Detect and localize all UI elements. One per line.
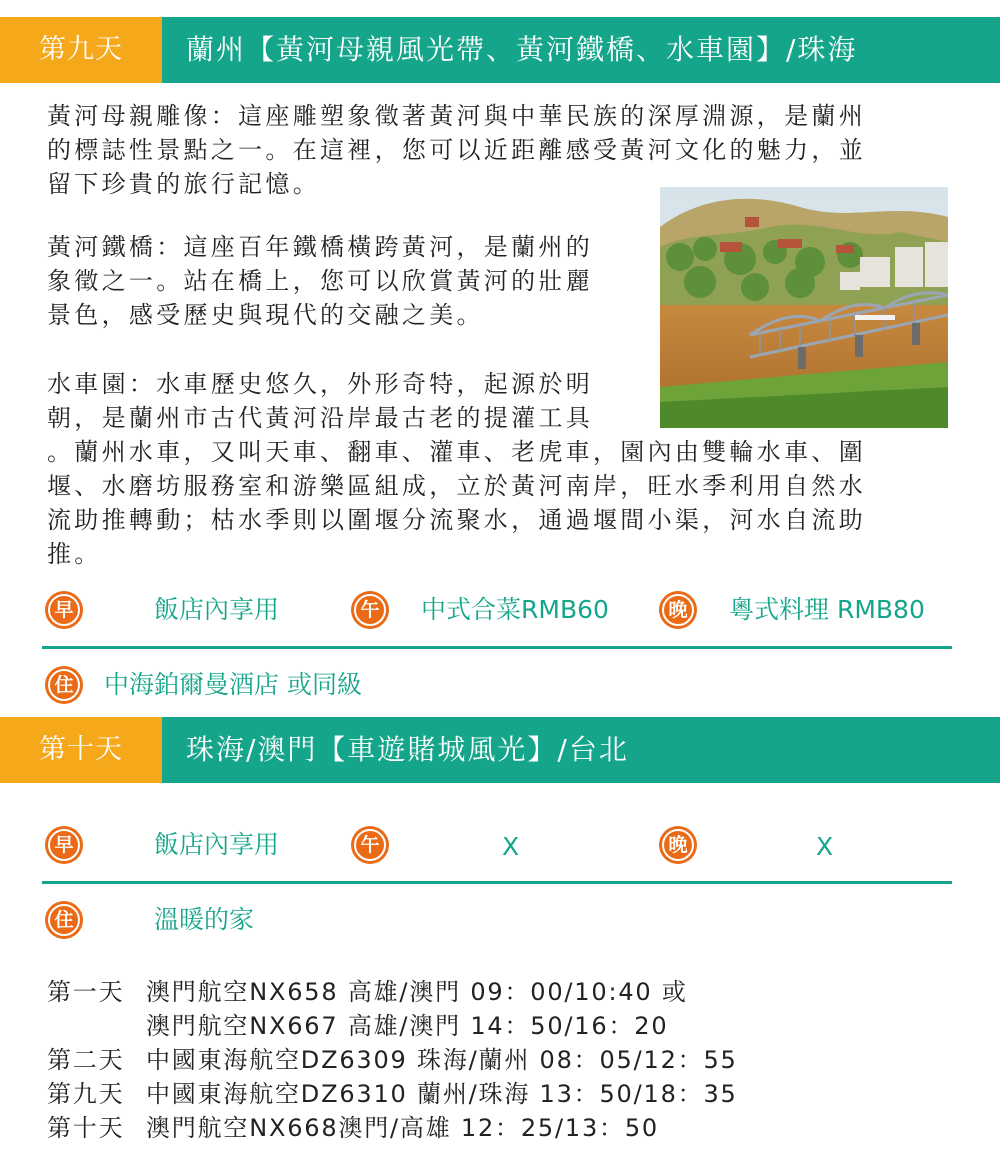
dinner-icon: 晚 (659, 826, 697, 864)
hotel-icon: 住 (45, 901, 83, 939)
para-line: 黃河鐵橋：這座百年鐵橋橫跨黃河，是蘭州的 (47, 233, 593, 261)
para-line: 的標誌性景點之一。在這裡，您可以近距離感受黃河文化的魅力，並 (47, 136, 866, 164)
breakfast-icon: 早 (45, 591, 83, 629)
breakfast-icon: 早 (45, 826, 83, 864)
day10-tag: 第十天 (0, 717, 162, 783)
mother-statue-paragraph (47, 99, 866, 201)
flight-day-label: 第二天 (47, 1046, 125, 1074)
para-line: 象徵之一。站在橋上，您可以欣賞黃河的壯麗 (47, 267, 593, 295)
day10-hotel: 溫暖的家 (154, 905, 255, 934)
flight-info: 澳門航空NX668澳門/高雄 12：25/13：50 (146, 1114, 659, 1142)
divider (42, 881, 952, 884)
day10-breakfast: 飯店內享用 (154, 830, 280, 859)
day10-header (0, 717, 1000, 783)
day10-lunch: X (502, 832, 520, 861)
para-line: 留下珍貴的旅行記憶。 (47, 170, 320, 198)
iron-bridge-paragraph (47, 230, 593, 332)
lunch-icon: 午 (351, 826, 389, 864)
day9-breakfast: 飯店內享用 (154, 595, 280, 624)
flight-info: 中國東海航空DZ6309 珠海/蘭州 08：05/12：55 (146, 1046, 738, 1074)
para-line: 水車園：水車歷史悠久，外形奇特，起源於明 (47, 370, 593, 398)
flight-info: 澳門航空NX658 高雄/澳門 09：00/10:40 或 (146, 978, 688, 1006)
para-line: 景色，感受歷史與現代的交融之美。 (47, 301, 484, 329)
day9-tag: 第九天 (0, 17, 162, 83)
hotel-icon: 住 (45, 666, 83, 704)
day9-header (0, 17, 1000, 83)
para-line: 朝，是蘭州市古代黃河沿岸最古老的提灌工具 (47, 404, 593, 432)
water-wheel-paragraph (47, 367, 866, 571)
para-line: 黃河母親雕像：這座雕塑象徵著黃河與中華民族的深厚淵源，是蘭州 (47, 102, 866, 130)
day9-lunch: 中式合菜RMB60 (421, 595, 609, 624)
flight-day-label: 第十天 (47, 1114, 125, 1142)
divider (42, 646, 952, 649)
day10-title: 珠海/澳門【車遊賭城風光】/台北 (186, 733, 629, 766)
dinner-icon: 晚 (659, 591, 697, 629)
flight-day-label: 第九天 (47, 1080, 125, 1108)
para-line: 。蘭州水車，又叫天車、翻車、灌車、老虎車，園內由雙輪水車、圍 (47, 438, 866, 466)
para-line: 堰、水磨坊服務室和游樂區組成，立於黃河南岸，旺水季利用自然水 (47, 472, 866, 500)
lunch-icon: 午 (351, 591, 389, 629)
para-line: 流助推轉動；枯水季則以圍堰分流聚水，通過堰間小渠，河水自流助 (47, 506, 866, 534)
day9-dinner: 粵式料理 RMB80 (729, 595, 925, 624)
para-line: 推。 (47, 540, 102, 568)
flight-info: 澳門航空NX667 高雄/澳門 14：50/16：20 (146, 1012, 669, 1040)
day9-title: 蘭州【黃河母親風光帶、黃河鐵橋、水車園】/珠海 (186, 33, 858, 66)
day9-hotel: 中海鉑爾曼酒店 或同級 (104, 670, 362, 699)
flight-day-label: 第一天 (47, 978, 125, 1006)
flight-info: 中國東海航空DZ6310 蘭州/珠海 13：50/18：35 (146, 1080, 738, 1108)
day10-dinner: X (816, 832, 834, 861)
